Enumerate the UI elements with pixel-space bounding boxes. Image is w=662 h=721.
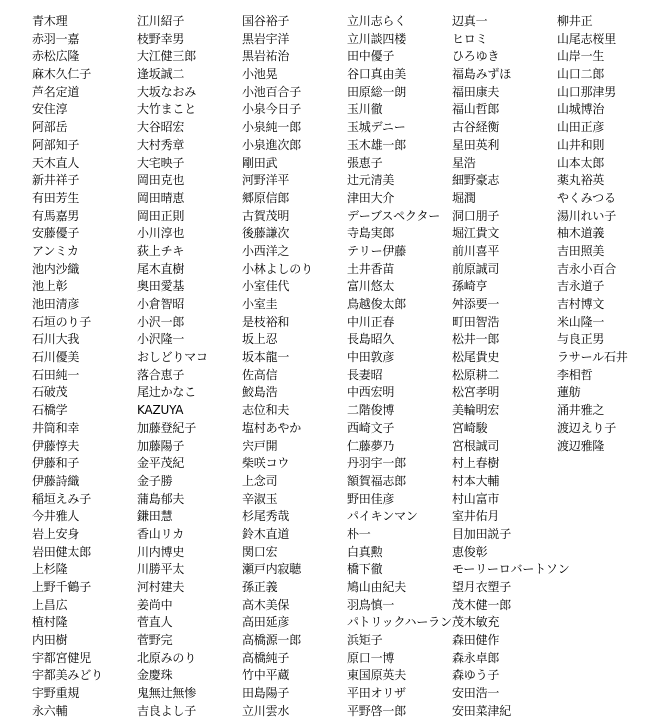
name-entry: 金慶珠	[137, 668, 173, 683]
name-entry: 鈴木直道	[242, 526, 290, 541]
name-entry: 池上彰	[32, 279, 68, 294]
name-entry: 西崎文子	[347, 420, 395, 435]
name-entry: 金子勝	[137, 473, 173, 488]
name-entry: 新井祥子	[32, 173, 80, 188]
name-entry: 孫正義	[242, 580, 278, 594]
name-entry: 瀬戸内寂聴	[242, 562, 302, 577]
name-entry: 宇都宮健児	[32, 650, 92, 665]
name-entry: 長島昭久	[347, 332, 395, 347]
name-entry: 田中優子	[347, 49, 395, 64]
name-entry: 長妻昭	[347, 367, 383, 382]
name-entry: 永六輔	[32, 703, 68, 718]
name-entry: 岡田克也	[137, 173, 185, 188]
name-entry: 関口宏	[242, 544, 278, 559]
name-entry: 吉村博文	[557, 297, 605, 311]
name-entry: 白真勲	[347, 544, 383, 559]
name-entry: 麻木久仁子	[32, 67, 92, 82]
name-entry: 小川淳也	[137, 226, 185, 241]
name-entry: 細野豪志	[452, 173, 500, 188]
name-entry: 仁藤夢乃	[347, 438, 395, 453]
name-entry: 平田オリザ	[347, 686, 406, 701]
name-entry: 尾辻かなこ	[137, 385, 197, 400]
name-entry: 森ゆう子	[452, 668, 500, 683]
name-entry: 内田樹	[32, 633, 68, 648]
name-entry: 鬼無辻無惨	[137, 686, 197, 701]
name-entry: アンミカ	[32, 243, 79, 258]
name-entry: 安田浩一	[452, 686, 500, 701]
name-entry: 堀潤	[452, 190, 476, 205]
name-entry: 植村隆	[32, 615, 68, 630]
name-entry: 山岸一生	[557, 49, 605, 64]
name-entry: 原口一博	[347, 650, 395, 665]
name-entry: 菅直人	[137, 615, 173, 630]
name-entry: 村本大輔	[452, 473, 500, 488]
name-entry: 茂木健一郎	[452, 597, 512, 612]
name-entry: 松尾貴史	[452, 350, 500, 365]
name-entry: 橋下徹	[347, 562, 383, 577]
name-entry: 室井佑月	[452, 509, 500, 524]
name-entry: 上野千鶴子	[32, 580, 92, 594]
name-entry: 江川紹子	[137, 14, 185, 28]
name-entry: 洞口朋子	[452, 208, 500, 223]
name-entry: 安住淳	[32, 102, 68, 117]
name-entry: 石川優美	[32, 350, 80, 365]
name-entry: 田原総一朗	[347, 84, 407, 99]
name-entry: 中西宏明	[347, 385, 395, 400]
name-column-3	[242, 13, 313, 721]
name-entry: 枝野幸男	[137, 31, 185, 46]
name-entry: 堀江貴文	[452, 226, 500, 241]
name-entry: 前川喜平	[452, 243, 500, 258]
name-entry: 尾木直樹	[137, 261, 185, 276]
name-entry: モーリーロバートソン	[452, 562, 570, 577]
name-entry: 奥田愛基	[137, 279, 185, 294]
name-entry: 柚木道義	[557, 226, 605, 241]
name-entry: 大竹まこと	[137, 102, 197, 117]
name-entry: 古賀茂明	[242, 208, 290, 223]
name-entry: 村山富市	[452, 491, 500, 506]
name-entry: 小泉進次郎	[242, 137, 302, 152]
name-entry: 舛添要一	[452, 297, 500, 311]
name-entry: 丹羽宇一郎	[347, 456, 407, 471]
name-entry: 岩上安身	[32, 526, 80, 541]
name-entry: 小池百合子	[242, 84, 302, 99]
name-entry: 黒岩宇洋	[242, 31, 290, 46]
name-entry: 是枝裕和	[242, 314, 290, 329]
name-entry: 高橋純子	[242, 650, 290, 665]
name-entry: 山口那津男	[557, 84, 617, 99]
name-entry: 松宮孝明	[452, 385, 500, 400]
name-entry: 渡辺雅隆	[557, 438, 605, 453]
name-entry: 天木直人	[32, 155, 80, 170]
name-entry: 涌井雅之	[557, 403, 605, 418]
name-entry: 津田大介	[347, 190, 395, 205]
name-entry: 目加田説子	[452, 526, 512, 541]
name-entry: 町田智浩	[452, 314, 500, 329]
name-entry: 渡辺えり子	[557, 420, 617, 435]
name-entry: 吉田照美	[557, 243, 605, 258]
name-entry: 河村建夫	[137, 580, 185, 594]
name-entry: 石橋学	[32, 403, 68, 418]
name-entry: 平野啓一郎	[347, 703, 407, 718]
name-entry: 二階俊博	[347, 403, 395, 418]
name-entry: 鎌田慧	[137, 509, 173, 524]
name-entry: 松井一郎	[452, 332, 500, 347]
name-entry: テリー伊藤	[347, 243, 407, 258]
name-entry: KAZUYA	[137, 403, 184, 418]
name-entry: 玉川徹	[347, 102, 383, 117]
name-entry: 前原誠司	[452, 261, 500, 276]
name-entry: 香山リカ	[137, 526, 185, 541]
name-entry: 高橋源一郎	[242, 633, 302, 648]
name-entry: 浜矩子	[347, 633, 383, 648]
name-entry: パトリックハーラン	[347, 615, 452, 630]
name-entry: 小沢一郎	[137, 314, 185, 329]
name-entry: 石川大我	[32, 332, 80, 347]
name-entry: 上昌広	[32, 597, 68, 612]
name-entry: 石田純一	[32, 367, 80, 382]
name-entry: 小沢隆一	[137, 332, 185, 347]
name-entry: 伊藤和子	[32, 456, 80, 471]
name-entry: 阿部岳	[32, 120, 68, 135]
name-entry: 有馬嘉男	[32, 208, 80, 223]
name-entry: 宮崎駿	[452, 420, 488, 435]
name-entry: 吉永小百合	[557, 261, 617, 276]
name-entry: 金平茂紀	[137, 456, 185, 471]
name-entry: 蒲島郁夫	[137, 491, 185, 506]
name-entry: 李相哲	[557, 367, 593, 382]
name-entry: 宍戸開	[242, 438, 278, 453]
name-entry: 伊藤惇夫	[32, 438, 80, 453]
name-entry: 玉城デニー	[347, 120, 406, 135]
name-entry: 玉木雄一郎	[347, 137, 407, 152]
name-entry: 辻元清美	[347, 173, 395, 188]
name-entry: 鮫島浩	[242, 385, 278, 400]
name-entry: 郷原信郎	[242, 190, 290, 205]
name-entry: 志位和夫	[242, 403, 290, 418]
name-entry: 福山哲郎	[452, 102, 500, 117]
name-entry: 小室佳代	[242, 279, 290, 294]
name-entry: 孫崎亨	[452, 279, 488, 294]
name-entry: 張恵子	[347, 155, 383, 170]
name-entry: 竹中平蔵	[242, 668, 290, 683]
name-entry: ひろゆき	[452, 49, 500, 64]
name-entry: 薬丸裕英	[557, 173, 605, 188]
name-entry: 後藤謙次	[242, 226, 290, 241]
name-entry: 恵俊彰	[452, 544, 488, 559]
name-entry: 村上春樹	[452, 456, 500, 471]
name-entry: 宮根誠司	[452, 438, 500, 453]
name-entry: 小倉智昭	[137, 297, 185, 311]
name-entry: 星田英利	[452, 137, 500, 152]
name-entry: 小池晃	[242, 67, 278, 82]
name-entry: 川勝平太	[137, 562, 185, 577]
name-entry: 山田正彦	[557, 120, 605, 135]
name-entry: 与良正男	[557, 332, 605, 347]
name-entry: 望月衣塑子	[452, 580, 512, 594]
name-entry: 岩田健太郎	[32, 544, 92, 559]
name-entry: 井筒和幸	[32, 420, 80, 435]
name-entry: 塩村あやか	[242, 420, 302, 435]
name-entry: 北原みのり	[137, 650, 197, 665]
name-entry: 有田芳生	[32, 190, 80, 205]
name-entry: 美輪明宏	[452, 403, 500, 418]
name-entry: 山井和則	[557, 137, 605, 152]
name-entry: 小西洋之	[242, 243, 290, 258]
name-entry: 姜尚中	[137, 597, 173, 612]
name-entry: 河野洋平	[242, 173, 290, 188]
name-entry: ヒロミ	[452, 31, 488, 46]
name-entry: 森永卓郎	[452, 650, 500, 665]
name-entry: 小泉純一郎	[242, 120, 302, 135]
name-entry: やくみつる	[557, 190, 616, 205]
name-entry: 小室圭	[242, 297, 278, 311]
name-entry: 福島みずほ	[452, 67, 512, 82]
name-entry: 吉良よし子	[137, 703, 197, 718]
name-entry: 安藤優子	[32, 226, 80, 241]
name-entry: 土井香苗	[347, 261, 395, 276]
name-entry: 大江健三郎	[137, 49, 197, 64]
name-entry: 石破茂	[32, 385, 68, 400]
name-entry: 高田延彦	[242, 615, 290, 630]
name-entry: 落合恵子	[137, 367, 185, 382]
name-entry: 辺真一	[452, 14, 488, 28]
name-entry: 谷口真由美	[347, 67, 407, 82]
name-entry: 宇都美みどり	[32, 668, 103, 683]
name-entry: 額賀福志郎	[347, 473, 407, 488]
name-entry: 森田健作	[452, 633, 500, 648]
name-entry: 荻上チキ	[137, 243, 185, 258]
name-entry: 川内博史	[137, 544, 185, 559]
name-entry: 赤松広隆	[32, 49, 80, 64]
name-entry: 山城博治	[557, 102, 605, 117]
name-entry: 古谷経衡	[452, 120, 500, 135]
name-entry: 赤羽一嘉	[32, 31, 80, 46]
name-entry: 湯川れい子	[557, 208, 617, 223]
name-entry: 佐高信	[242, 367, 278, 382]
name-entry: 上杉隆	[32, 562, 68, 577]
name-entry: 青木理	[32, 14, 68, 28]
name-entry: 今井雅人	[32, 509, 80, 524]
name-entry: 立川志らく	[347, 14, 407, 28]
name-entry: 加藤陽子	[137, 438, 185, 453]
name-column-5	[452, 13, 570, 721]
name-entry: 立川談四楼	[347, 31, 407, 46]
name-entry: 池内沙織	[32, 261, 80, 276]
name-entry: 上念司	[242, 473, 278, 488]
name-entry: 高木美保	[242, 597, 290, 612]
name-column-2	[137, 13, 208, 721]
name-entry: 伊藤詩織	[32, 473, 80, 488]
name-entry: 福田康夫	[452, 84, 500, 99]
name-entry: 吉永道子	[557, 279, 605, 294]
name-entry: 宇野重規	[32, 686, 80, 701]
name-column-1	[32, 13, 103, 721]
name-entry: 芦名定道	[32, 84, 80, 99]
name-entry: 剛田武	[242, 155, 278, 170]
name-entry: 辛淑玉	[242, 491, 278, 506]
name-entry: 星浩	[452, 155, 476, 170]
name-entry: デーブスペクター	[347, 208, 441, 223]
name-entry: 小泉今日子	[242, 102, 302, 117]
name-entry: 蓮舫	[557, 385, 581, 400]
name-entry: 田島陽子	[242, 686, 290, 701]
name-entry: 東国原英夫	[347, 668, 407, 683]
name-entry: 羽鳥慎一	[347, 597, 395, 612]
name-entry: 茂木敏充	[452, 615, 500, 630]
name-column-4	[347, 13, 452, 721]
name-entry: 阿部知子	[32, 137, 80, 152]
name-entry: 中田敦彦	[347, 350, 395, 365]
name-entry: 加藤登紀子	[137, 420, 197, 435]
name-entry: 坂上忍	[242, 332, 278, 347]
name-entry: 池田清彦	[32, 297, 80, 311]
name-entry: 黒岩祐治	[242, 49, 290, 64]
name-entry: 逢坂誠二	[137, 67, 185, 82]
name-entry: 鳩山由紀夫	[347, 580, 407, 594]
name-entry: 岡田晴恵	[137, 190, 185, 205]
name-entry: 坂本龍一	[242, 350, 290, 365]
name-column-6	[557, 13, 628, 455]
name-entry: 小林よしのり	[242, 261, 313, 276]
name-entry: 石垣のり子	[32, 314, 92, 329]
name-entry: 山口二郎	[557, 67, 605, 82]
name-entry: 野田佳彦	[347, 491, 395, 506]
name-entry: おしどりマコ	[137, 350, 208, 365]
name-entry: 柳井正	[557, 14, 593, 28]
name-entry: パイキンマン	[347, 509, 418, 524]
name-entry: 中川正春	[347, 314, 395, 329]
name-entry: 大坂なおみ	[137, 84, 197, 99]
name-entry: 安田菜津紀	[452, 703, 512, 718]
name-entry: 山尾志桜里	[557, 31, 617, 46]
name-entry: 大村秀章	[137, 137, 185, 152]
name-entry: 稲垣えみ子	[32, 491, 92, 506]
name-entry: 富川悠太	[347, 279, 395, 294]
name-entry: 菅野完	[137, 633, 173, 648]
name-entry: 山本太郎	[557, 155, 605, 170]
name-entry: 松原耕二	[452, 367, 500, 382]
name-entry: 鳥越俊太郎	[347, 297, 407, 311]
name-entry: 米山隆一	[557, 314, 605, 329]
name-entry: 岡田正則	[137, 208, 185, 223]
name-entry: 大宅映子	[137, 155, 185, 170]
name-entry: 柴咲コウ	[242, 456, 290, 471]
name-entry: 杉尾秀哉	[242, 509, 290, 524]
name-entry: 国谷裕子	[242, 14, 290, 28]
name-entry: 寺島実郎	[347, 226, 395, 241]
name-entry: 大谷昭宏	[137, 120, 185, 135]
name-entry: 立川雲水	[242, 703, 290, 718]
name-entry: ラサール石井	[557, 350, 628, 365]
name-entry: 朴一	[347, 526, 371, 541]
